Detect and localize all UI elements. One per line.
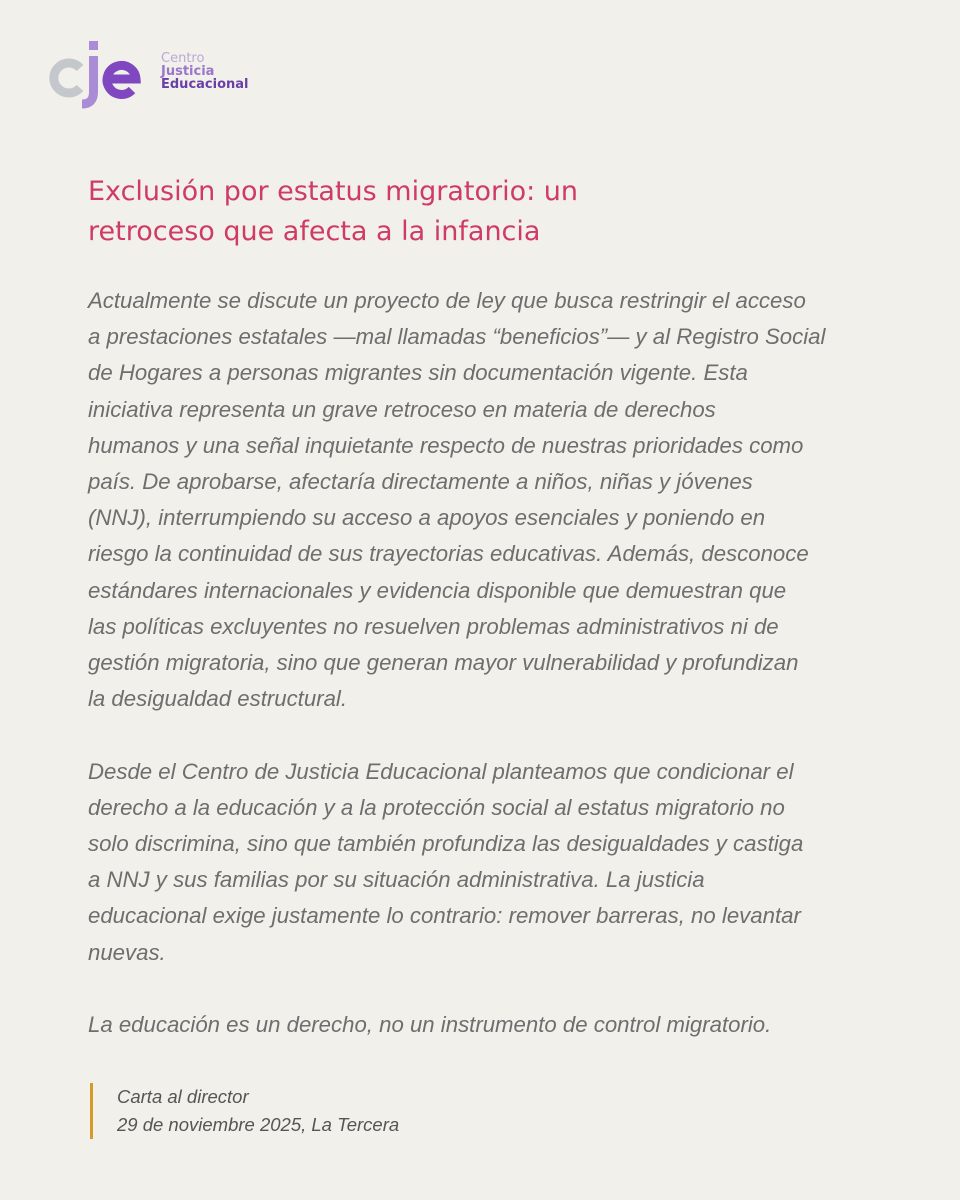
text-line: riesgo la continuidad de sus trayectorias educativas. Además, desconoce (88, 541, 809, 567)
signature-line-2: 29 de noviembre 2025, La Tercera (117, 1114, 400, 1135)
article-headline (88, 172, 608, 252)
text-line: gestión migratoria, sino que generan mayor vulnerabilidad y profundizan (88, 650, 799, 676)
paragraph (88, 283, 888, 717)
brand-wordmark (161, 52, 249, 91)
text-line: a NNJ y sus familias por su situación administrativa. La justicia (88, 867, 705, 893)
cje-logo-mark (44, 38, 156, 110)
text-line: nuevas. (88, 939, 166, 965)
logo-letter-j-stem (82, 56, 94, 104)
text-line: a prestaciones estatales —mal llamadas “beneficios”— y al Registro Social (88, 324, 826, 350)
text-line: de Hogares a personas migrantes sin documentación vigente. Esta (88, 360, 748, 386)
text-line: Actualmente se discute un proyecto de ley que busca restringir el acceso (88, 288, 806, 313)
text-line: Desde el Centro de Justicia Educacional planteamos que condicionar el (88, 758, 794, 784)
headline-line-1: Exclusión por estatus migratorio: un (88, 176, 579, 207)
text-line: país. De aprobarse, afectaría directamente a niños, niñas y jóvenes (88, 469, 753, 495)
article-body (88, 283, 888, 1079)
paragraph (88, 1007, 888, 1043)
text-line: solo discrimina, sino que también profundiza las desigualdades y castiga (88, 831, 804, 857)
logo-letter-e (107, 65, 136, 94)
text-line: educacional exige justamente lo contrario: remover barreras, no levantar (88, 903, 801, 929)
text-line: iniciativa representa un grave retroceso en materia de derechos (88, 396, 716, 422)
brand-line-1: Centro (161, 51, 205, 66)
brand-line-3: Educacional (161, 77, 249, 92)
logo-letter-c (54, 63, 80, 93)
signature-block (90, 1083, 399, 1139)
brand-line-2: Justicia (161, 64, 215, 79)
headline-line-2: retroceso que afecta a la infancia (88, 216, 541, 247)
text-line: la desigualdad estructural. (88, 686, 348, 712)
logo-letter-j-dot (89, 41, 98, 50)
text-line: derecho a la educación y a la protección social al estatus migratorio no (88, 794, 785, 820)
text-line: estándares internacionales y evidencia disponible que demuestran que (88, 577, 787, 603)
text-line: las políticas excluyentes no resuelven problemas administrativos ni de (88, 613, 779, 639)
text-line: humanos y una señal inquietante respecto de nuestras prioridades como (88, 432, 804, 458)
text-line: La educación es un derecho, no un instrumento de control migratorio. (88, 1012, 772, 1038)
text-line: (NNJ), interrumpiendo su acceso a apoyos esenciales y poniendo en (88, 505, 766, 531)
brand-logo (44, 38, 284, 110)
signature-line-1: Carta al director (117, 1086, 249, 1107)
paragraph (88, 754, 888, 971)
